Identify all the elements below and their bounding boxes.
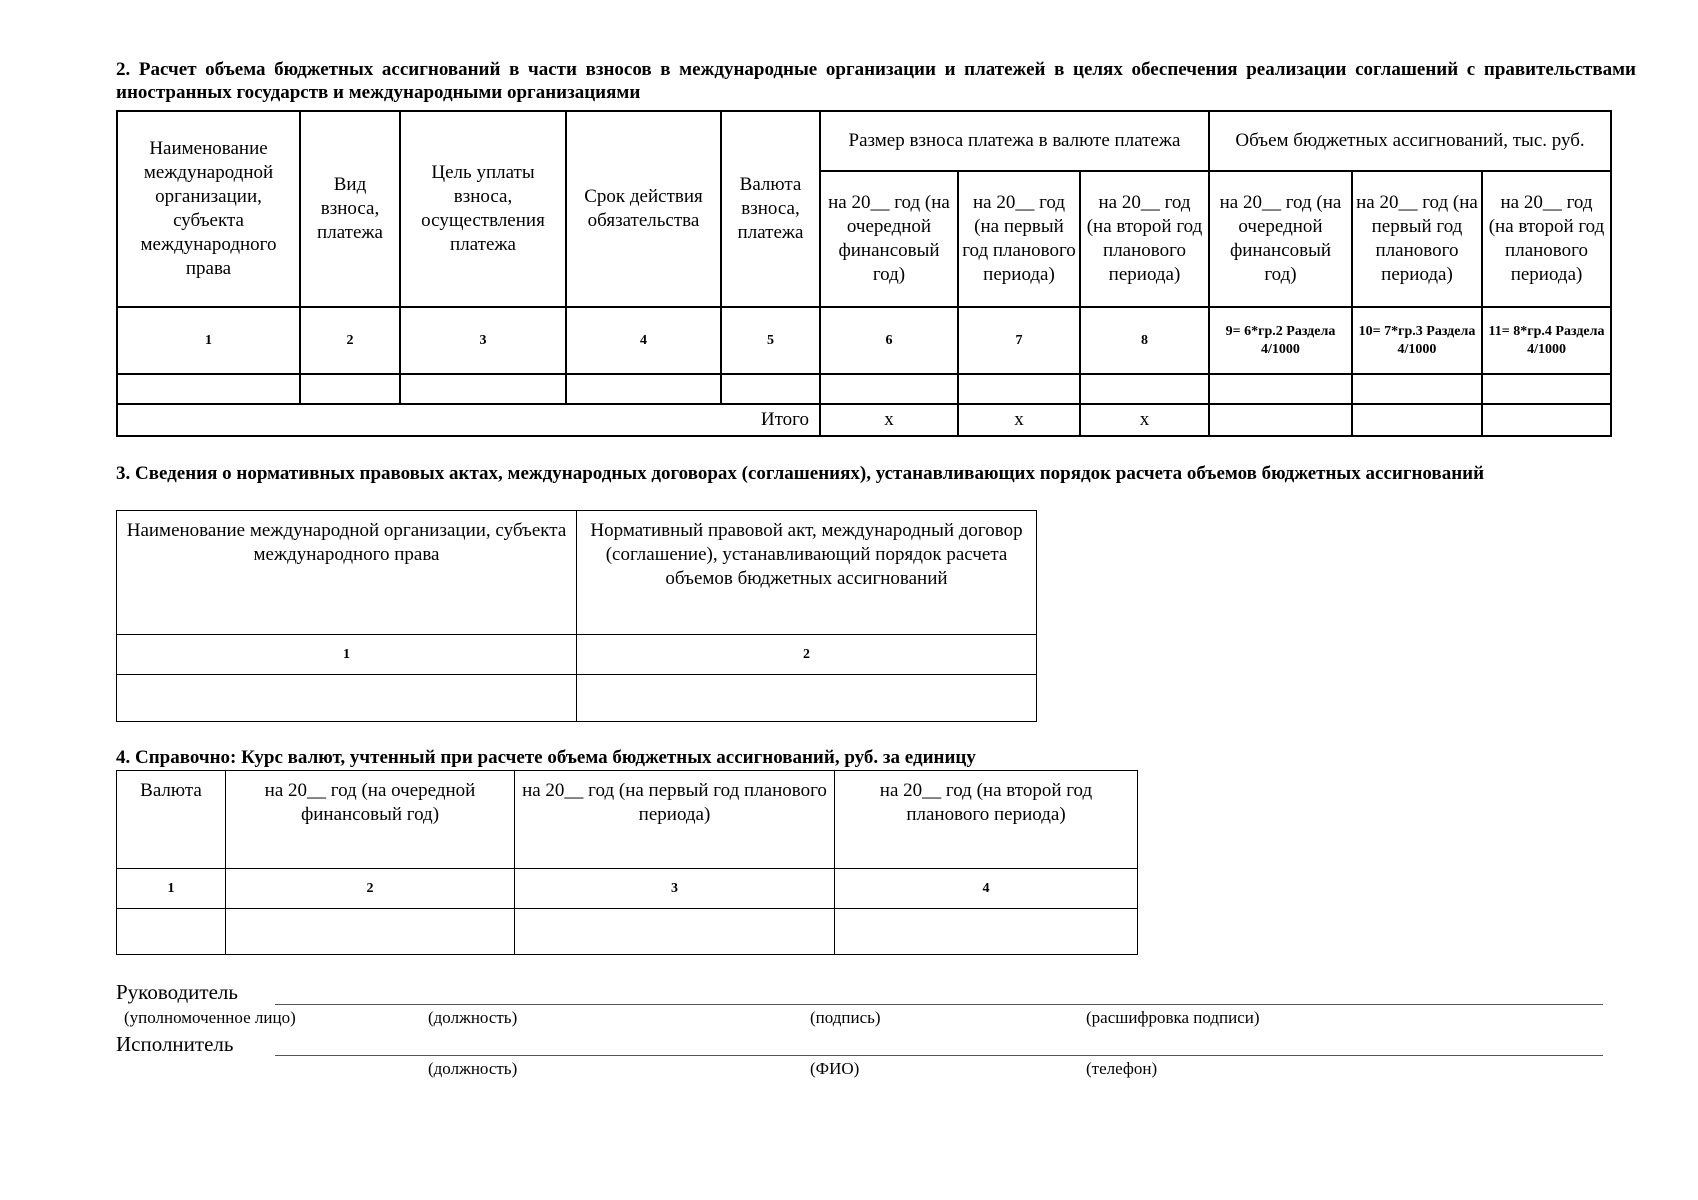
- header-legal-act: Нормативный правовой акт, международный договор (соглашение), устанавливающий порядок расчета объемов бюджетных ассигнований: [577, 511, 1037, 635]
- header-rate-year3: на 20__ год (на второй год планового периода): [835, 771, 1138, 869]
- head-signature-line[interactable]: [275, 1004, 1603, 1005]
- column-number: 5: [721, 307, 820, 374]
- total-label: Итого: [117, 404, 820, 436]
- column-number: 4: [566, 307, 721, 374]
- column-number: 1: [117, 869, 226, 909]
- total-mark: x: [1080, 404, 1209, 436]
- section3-heading: 3. Сведения о нормативных правовых актах, международных договорах (соглашениях), устанавливающих порядок расчета объемов бюджетных ассигнований: [116, 463, 1485, 484]
- header-volume-year3: на 20__ год (на второй год планового периода): [1482, 171, 1611, 307]
- head-decoding-caption: (расшифровка подписи): [1086, 1008, 1260, 1027]
- empty-cell[interactable]: [1080, 374, 1209, 404]
- total-volume-cell[interactable]: [1352, 404, 1482, 436]
- empty-cell[interactable]: [117, 909, 226, 955]
- executor-signature-line[interactable]: [275, 1055, 1603, 1056]
- column-formula: 9= 6*гр.2 Раздела 4/1000: [1209, 307, 1352, 374]
- column-number: 2: [577, 635, 1037, 675]
- head-sublabel: (уполномоченное лицо): [124, 1008, 296, 1027]
- column-number: 2: [300, 307, 400, 374]
- total-volume-cell[interactable]: [1482, 404, 1611, 436]
- empty-cell[interactable]: [117, 374, 300, 404]
- total-mark: x: [958, 404, 1080, 436]
- contributions-table: [116, 110, 1612, 437]
- section4-heading: 4. Справочно: Курс валют, учтенный при расчете объема бюджетных ассигнований, руб. за единицу: [116, 747, 976, 768]
- empty-cell[interactable]: [721, 374, 820, 404]
- head-label: Руководитель: [116, 980, 238, 1004]
- column-number: 8: [1080, 307, 1209, 374]
- header-organization-name: Наименование международной организации, субъекта международного права: [117, 511, 577, 635]
- header-size-year2: на 20__ год (на первый год планового периода): [958, 171, 1080, 307]
- header-contribution-type: Вид взноса, платежа: [300, 111, 400, 307]
- empty-cell[interactable]: [515, 909, 835, 955]
- section2-heading: 2. Расчет объема бюджетных ассигнований в части взносов в международные организации и платежей в целях обеспечения реализации соглашений с правительствами иностранных государств и международными организациями: [116, 59, 1636, 103]
- column-number: 6: [820, 307, 958, 374]
- executor-position-caption: (должность): [428, 1059, 518, 1078]
- empty-cell[interactable]: [820, 374, 958, 404]
- column-number: 2: [226, 869, 515, 909]
- empty-cell[interactable]: [958, 374, 1080, 404]
- header-payment-purpose: Цель уплаты взноса, осуществления платежа: [400, 111, 566, 307]
- header-rate-year1: на 20__ год (на очередной финансовый год): [226, 771, 515, 869]
- legal-acts-table: [116, 510, 1037, 722]
- executor-label: Исполнитель: [116, 1032, 234, 1056]
- column-number: 1: [117, 307, 300, 374]
- total-mark: x: [820, 404, 958, 436]
- header-currency: Валюта: [117, 771, 226, 869]
- currency-rate-table: [116, 770, 1138, 955]
- empty-cell[interactable]: [835, 909, 1138, 955]
- table-row: [117, 909, 1138, 955]
- column-formula: 11= 8*гр.4 Раздела 4/1000: [1482, 307, 1611, 374]
- empty-cell[interactable]: [1352, 374, 1482, 404]
- header-rate-year2: на 20__ год (на первый год планового периода): [515, 771, 835, 869]
- column-number: 3: [515, 869, 835, 909]
- column-number: 7: [958, 307, 1080, 374]
- header-payment-currency: Валюта взноса, платежа: [721, 111, 820, 307]
- executor-phone-caption: (телефон): [1086, 1059, 1158, 1078]
- header-size-year1: на 20__ год (на очередной финансовый год): [820, 171, 958, 307]
- empty-cell[interactable]: [566, 374, 721, 404]
- column-formula: 10= 7*гр.3 Раздела 4/1000: [1352, 307, 1482, 374]
- header-size-year3: на 20__ год (на второй год планового периода): [1080, 171, 1209, 307]
- table-row: [117, 675, 1037, 722]
- empty-cell[interactable]: [1482, 374, 1611, 404]
- table-row: [117, 374, 1611, 404]
- empty-cell[interactable]: [117, 675, 577, 722]
- header-volume-year1: на 20__ год (на очередной финансовый год): [1209, 171, 1352, 307]
- column-number: 3: [400, 307, 566, 374]
- header-payment-size-group: Размер взноса платежа в валюте платежа: [820, 111, 1209, 171]
- empty-cell[interactable]: [300, 374, 400, 404]
- header-budget-volume-group: Объем бюджетных ассигнований, тыс. руб.: [1209, 111, 1611, 171]
- head-position-caption: (должность): [428, 1008, 518, 1027]
- empty-cell[interactable]: [1209, 374, 1352, 404]
- empty-cell[interactable]: [577, 675, 1037, 722]
- header-volume-year2: на 20__ год (на первый год планового периода): [1352, 171, 1482, 307]
- column-number: 4: [835, 869, 1138, 909]
- total-volume-cell[interactable]: [1209, 404, 1352, 436]
- header-organization-name: Наименование международной организации, субъекта международного права: [117, 111, 300, 307]
- total-row: [117, 404, 1611, 436]
- header-obligation-term: Срок действия обязательства: [566, 111, 721, 307]
- executor-name-caption: (ФИО): [810, 1059, 860, 1078]
- empty-cell[interactable]: [226, 909, 515, 955]
- head-signature-caption: (подпись): [810, 1008, 881, 1027]
- empty-cell[interactable]: [400, 374, 566, 404]
- column-number: 1: [117, 635, 577, 675]
